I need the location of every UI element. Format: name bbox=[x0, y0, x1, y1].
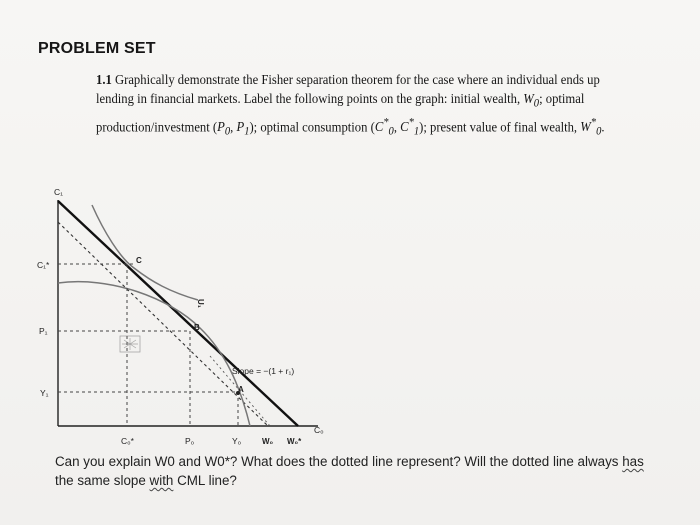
production-opportunity-curve bbox=[58, 282, 250, 426]
label-point-c: C bbox=[136, 256, 142, 265]
question-text: Can you explain W0 and W0*? What does the dotted line represent? Will the dotted line always bbox=[55, 454, 623, 469]
problem-text: ; optimal production/investment ( bbox=[96, 91, 585, 135]
var-w0: W bbox=[523, 91, 534, 106]
slope-label: Slope = −(1 + r₁) bbox=[232, 366, 295, 376]
label-p0: P₀ bbox=[185, 436, 195, 446]
x-axis-label: C₀ bbox=[314, 425, 324, 435]
sup: * bbox=[408, 116, 414, 129]
problem-text: Graphically demonstrate the Fisher separation theorem for the case where an individual ends up lending in financial markets. Label the following points on the graph: initial wealth, bbox=[96, 72, 600, 106]
sub: 0 bbox=[533, 97, 540, 110]
dotted-line bbox=[58, 222, 268, 426]
label-w0: W₀ bbox=[262, 437, 274, 446]
question-word-with: with bbox=[149, 473, 174, 488]
follow-up-question bbox=[55, 452, 655, 490]
problem-number: 1.1 bbox=[96, 72, 112, 87]
problem-text: . bbox=[601, 119, 605, 135]
var-p1: P bbox=[236, 119, 245, 135]
question-text: CML line? bbox=[173, 473, 237, 488]
var-c1: C bbox=[400, 119, 409, 135]
question-word-has: has bbox=[622, 454, 644, 469]
question-text: the same slope bbox=[55, 473, 150, 488]
label-point-b: B bbox=[194, 323, 200, 332]
page-title: PROBLEM SET bbox=[38, 40, 156, 57]
label-y1: Y₁ bbox=[40, 388, 49, 398]
sep: , bbox=[230, 119, 237, 135]
var-c0: C bbox=[374, 119, 384, 135]
sub: 0 bbox=[388, 125, 394, 138]
sup: * bbox=[590, 116, 597, 129]
sup: * bbox=[383, 116, 389, 129]
label-c1-star: C₁* bbox=[37, 260, 50, 270]
var-p0: P bbox=[217, 119, 225, 135]
problem-text: ); optimal consumption ( bbox=[249, 119, 375, 135]
sub: 0 bbox=[224, 125, 231, 138]
label-u1: U₁ bbox=[196, 299, 205, 309]
label-y0: Y₀ bbox=[232, 436, 242, 446]
sep: , bbox=[393, 119, 401, 135]
sub: 1 bbox=[413, 125, 420, 138]
var-w0-star: W bbox=[580, 119, 591, 135]
label-p1: P₁ bbox=[39, 326, 48, 336]
label-c0-star: C₀* bbox=[121, 436, 134, 446]
stamp-mark bbox=[120, 336, 140, 352]
indifference-curve-u1 bbox=[92, 205, 198, 300]
sub: 0 bbox=[596, 125, 602, 138]
y-axis-label: C₁ bbox=[54, 187, 64, 197]
problem-text: ); present value of final wealth, bbox=[419, 119, 581, 135]
sub: 1 bbox=[244, 125, 250, 138]
label-w0-star: W₀* bbox=[287, 437, 302, 446]
label-point-a: A bbox=[238, 385, 244, 394]
